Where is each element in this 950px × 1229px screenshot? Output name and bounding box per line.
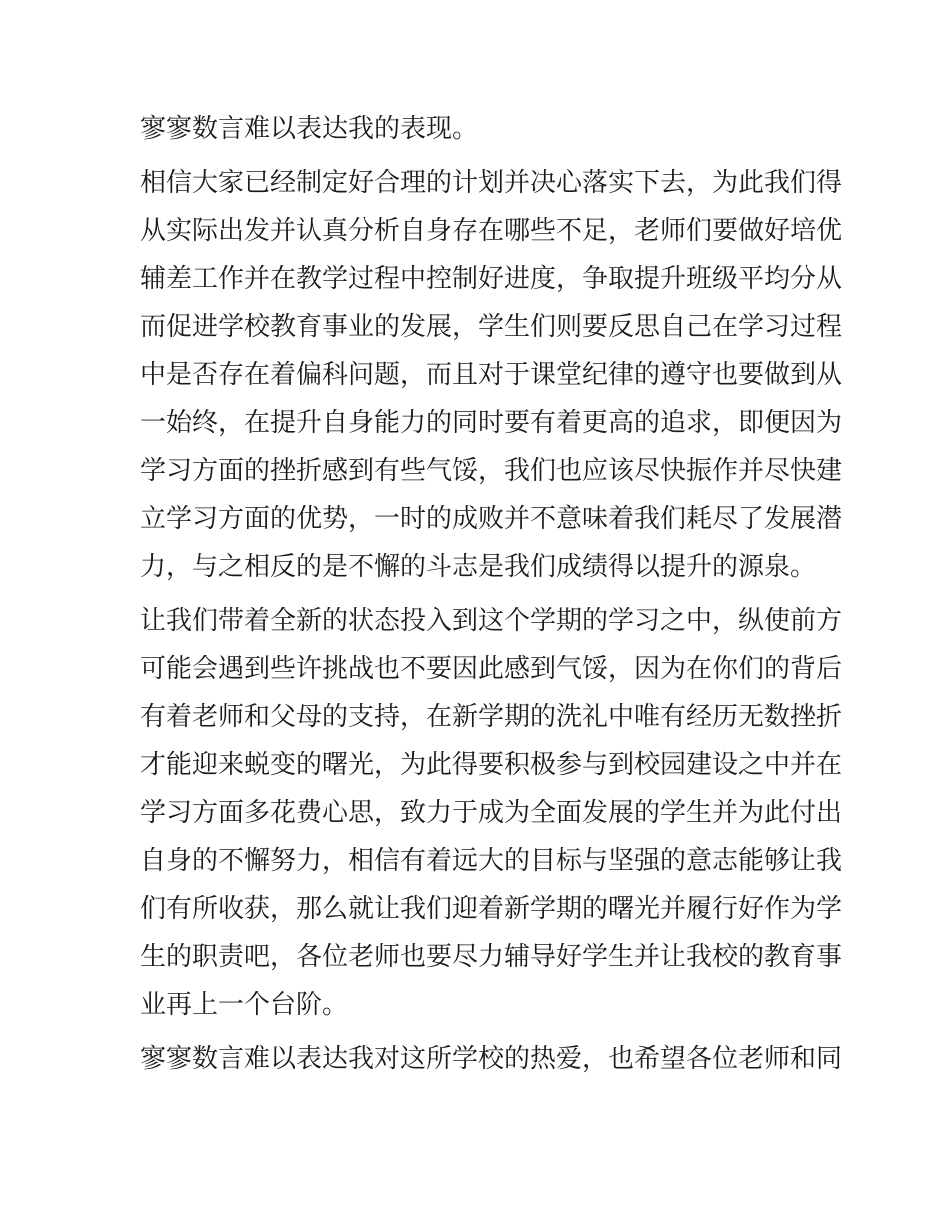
text-line: 们有所收获，那么就让我们迎着新学期的曙光并履行好作为学: [140, 894, 843, 924]
text-line: 力，与之相反的是不懈的斗志是我们成绩得以提升的源泉。: [140, 552, 817, 582]
text-line: 可能会遇到些许挑战也不要因此感到气馁，因为在你们的背后: [140, 654, 843, 684]
text-line: 让我们带着全新的状态投入到这个学期的学习之中，纵使前方: [140, 606, 843, 636]
text-line: 才能迎来蜕变的曙光，为此得要积极参与到校园建设之中并在: [140, 750, 843, 780]
text-line: 而促进学校教育事业的发展，学生们则要反思自己在学习过程: [140, 312, 843, 342]
text-line: 生的职责吧，各位老师也要尽力辅导好学生并让我校的教育事: [140, 942, 843, 972]
text-line: 自身的不懈努力，相信有着远大的目标与坚强的意志能够让我: [140, 846, 843, 876]
text-line: 一始终，在提升自身能力的同时要有着更高的追求，即便因为: [140, 408, 843, 438]
text-line: 业再上一个台阶。: [140, 990, 349, 1020]
text-line: 有着老师和父母的支持，在新学期的洗礼中唯有经历无数挫折: [140, 702, 843, 732]
text-line: 学习方面的挫折感到有些气馁，我们也应该尽快振作并尽快建: [140, 456, 843, 486]
text-line: 寥寥数言难以表达我对这所学校的热爱，也希望各位老师和同: [140, 1044, 843, 1074]
text-line: 辅差工作并在教学过程中控制好进度，争取提升班级平均分从: [140, 264, 843, 294]
text-line: 学习方面多花费心思，致力于成为全面发展的学生并为此付出: [140, 798, 843, 828]
text-line: 中是否存在着偏科问题，而且对于课堂纪律的遵守也要做到从: [140, 360, 843, 390]
text-line: 立学习方面的优势，一时的成败并不意味着我们耗尽了发展潜: [140, 504, 843, 534]
text-line: 从实际出发并认真分析自身存在哪些不足，老师们要做好培优: [140, 216, 843, 246]
text-line: 寥寥数言难以表达我的表现。: [140, 114, 479, 144]
text-line: 相信大家已经制定好合理的计划并决心落实下去，为此我们得: [140, 168, 843, 198]
